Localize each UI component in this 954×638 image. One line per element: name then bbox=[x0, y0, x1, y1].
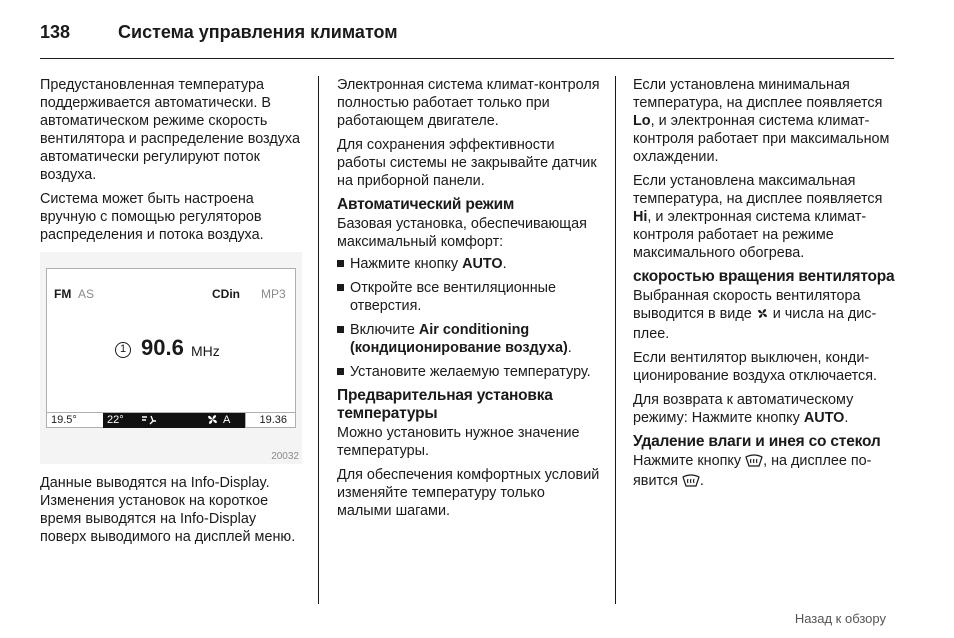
climate-center-segment bbox=[103, 413, 245, 428]
auto-indicator: A bbox=[223, 414, 231, 426]
paragraph: Если установлена минимальная температура, на дисплее появляется Lo, и электронная система климат-контроля работает при максимальном охлаждении. bbox=[633, 77, 890, 165]
page-number: 138 bbox=[40, 21, 71, 42]
band-label: FM bbox=[54, 287, 72, 301]
windshield-defrost-icon bbox=[682, 474, 700, 492]
back-to-overview-link[interactable]: Назад к обзору bbox=[794, 611, 886, 626]
paragraph: Выбранная скорость вентилятора выводится в виде и числа на дисплее. bbox=[633, 288, 877, 342]
info-display-figure bbox=[40, 252, 302, 464]
section-heading-fan-speed: скоростью вращения вентилятора bbox=[633, 268, 895, 285]
frequency-unit: MHz bbox=[191, 343, 220, 359]
frequency-value: 90.6 bbox=[141, 335, 184, 360]
page-header bbox=[40, 20, 398, 44]
air-conditioning-key-label: Air conditioning (кондиционирование воздуха) bbox=[350, 322, 568, 356]
paragraph: Нажмите кнопку , на дисплее появится . bbox=[633, 452, 897, 492]
paragraph: Если вентилятор выключен, кондиционирование воздуха отключается. bbox=[633, 350, 878, 384]
paragraph: Данные выводятся на Info-Display. Изменения установок на короткое время выводятся на Info-Display поверх выводимого на дисплей меню. bbox=[40, 475, 296, 545]
list-item: Откройте все вентиляционные отверстия. bbox=[337, 279, 601, 315]
list-item: Установите желаемую температуру. bbox=[337, 363, 601, 381]
lo-label: Lo bbox=[633, 113, 651, 129]
auto-key-label: AUTO bbox=[803, 410, 845, 426]
paragraph: Система может быть настроена вручную с помощью регуляторов распределения и потока воздуха. bbox=[40, 191, 264, 243]
column-1-continued bbox=[40, 474, 304, 546]
column-divider bbox=[615, 76, 616, 604]
paragraph: Можно установить нужное значение температуры. bbox=[337, 425, 580, 459]
column-1 bbox=[40, 76, 304, 250]
paragraph: Электронная система климат-контроля полностью работает только при работающем двигателе. bbox=[337, 77, 600, 129]
format-label: MP3 bbox=[261, 287, 286, 301]
instruction-list bbox=[337, 255, 601, 381]
preset-circle-icon: 1 bbox=[115, 342, 131, 358]
fan-icon bbox=[756, 307, 769, 325]
paragraph: Для сохранения эффективности работы системы не закрывайте датчик на приборной панели. bbox=[337, 137, 597, 189]
source-label: CDin bbox=[212, 287, 240, 301]
paragraph: Предустановленная температура поддерживается автоматически. В автоматическом режиме скорость вентилятора и распределение воздуха автоматически регулируют поток воздуха. bbox=[40, 77, 300, 183]
section-heading-defrost: Удаление влаги и инея со стекол bbox=[633, 433, 881, 450]
right-value: 19.36 bbox=[245, 413, 295, 428]
climate-status-bar bbox=[47, 412, 295, 428]
paragraph: Базовая установка, обеспечивающая максимальный комфорт: bbox=[337, 216, 587, 250]
paragraph: Для возврата к автоматическому режиму: Нажмите кнопку AUTO. bbox=[633, 392, 854, 426]
seat-airflow-icon bbox=[141, 415, 157, 431]
page-title: Система управления климатом bbox=[118, 21, 398, 42]
hi-label: Hi bbox=[633, 209, 648, 225]
list-item: Нажмите кнопку AUTO. bbox=[337, 255, 601, 273]
section-heading-preset-temperature: Предварительная установка температуры bbox=[337, 387, 553, 422]
windshield-defrost-icon bbox=[745, 454, 763, 472]
as-label: AS bbox=[78, 287, 95, 301]
list-item: Включите Air conditioning (кондиционирование воздуха). bbox=[337, 321, 601, 357]
figure-number: 20032 bbox=[271, 451, 299, 462]
header-divider bbox=[40, 58, 894, 59]
section-heading-auto-mode: Автоматический режим bbox=[337, 196, 515, 213]
column-divider bbox=[318, 76, 319, 604]
auto-key-label: AUTO bbox=[462, 256, 503, 272]
fan-icon bbox=[206, 413, 219, 431]
column-3 bbox=[633, 76, 897, 498]
column-2 bbox=[337, 76, 601, 526]
paragraph: Для обеспечения комфортных условий изменяйте температуру только малыми шагами. bbox=[337, 467, 600, 519]
left-temperature: 19.5° bbox=[51, 414, 77, 426]
paragraph: Если установлена максимальная температура, на дисплее появляется Hi, и электронная система климат-контроля работает на режиме максимального обогрева. bbox=[633, 173, 883, 261]
set-temperature: 22° bbox=[107, 414, 124, 426]
info-display-screen bbox=[46, 268, 296, 428]
